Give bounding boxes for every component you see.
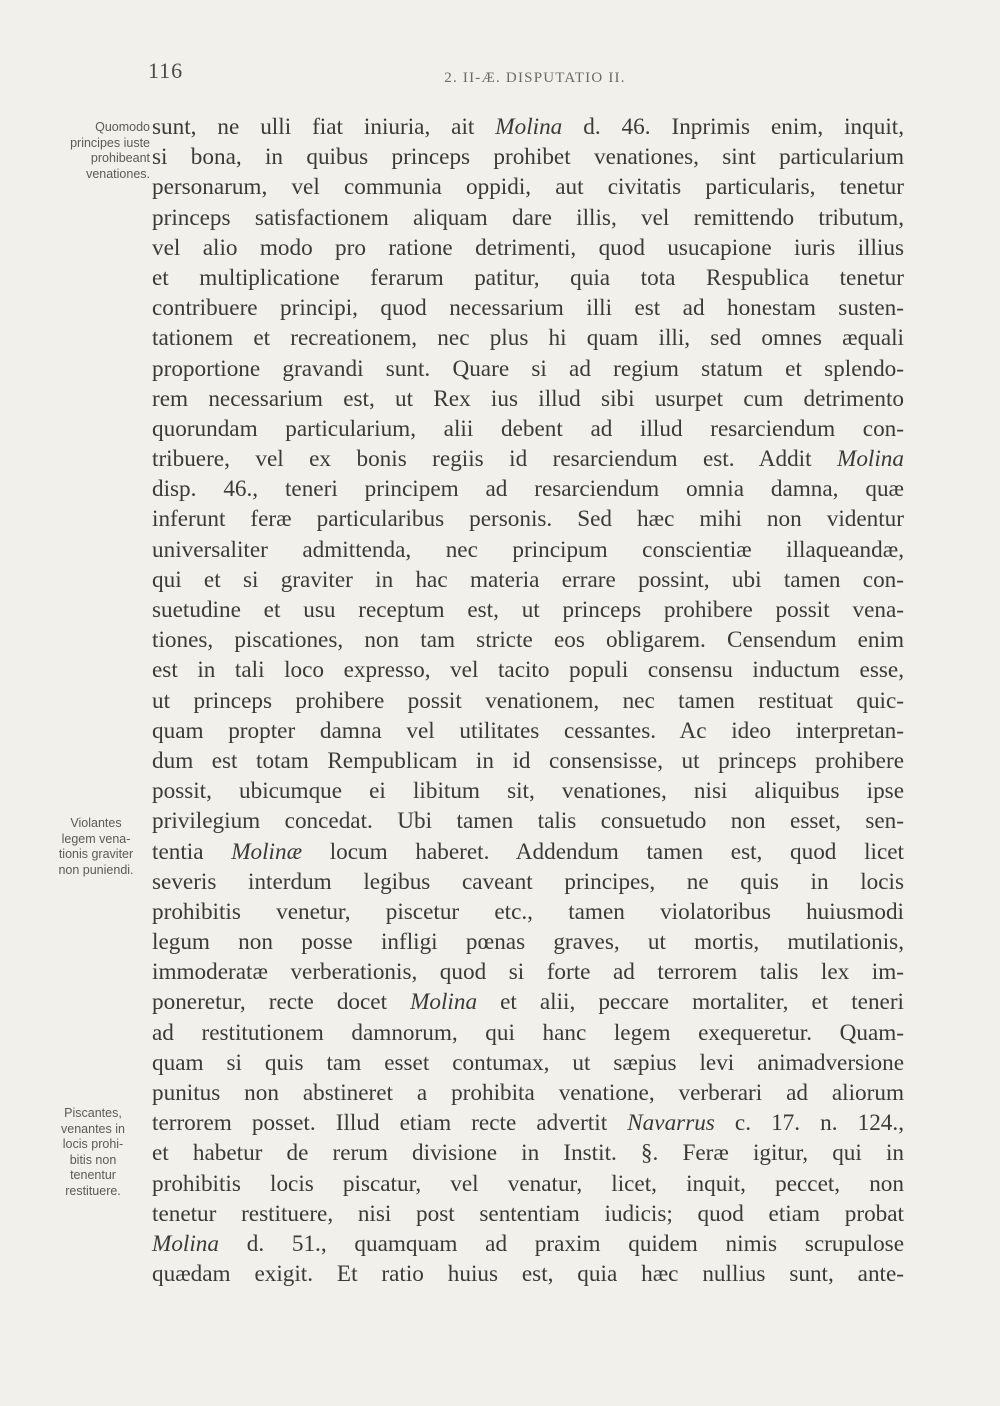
text-run: legum non posse infligi pœnas graves, ut mortis, mutilationis, xyxy=(152,929,904,956)
text-line xyxy=(152,1229,904,1259)
text-line xyxy=(152,535,904,565)
margin-note-line: Violantes xyxy=(70,816,122,830)
text-run: ad restitutionem damnorum, qui hanc legem exequeretur. Quam- xyxy=(152,1019,904,1046)
text-line xyxy=(152,142,904,172)
text-line xyxy=(152,716,904,746)
text-run: et alii, peccare mortaliter, et teneri xyxy=(477,989,905,1016)
italic-name: Molina xyxy=(410,989,478,1016)
text-line xyxy=(152,595,904,625)
text-line xyxy=(152,867,904,897)
margin-note-line: non puniendi. xyxy=(58,862,134,877)
running-head: 2. II-Æ. DISPUTATIO II. xyxy=(444,70,626,86)
margin-note-line: restituere. xyxy=(65,1183,121,1198)
text-run: prohibitis venetur, piscetur etc., tamen violatoribus huiusmodi xyxy=(152,898,904,925)
text-run: vel alio modo pro ratione detrimenti, quod usucapione iuris illius xyxy=(152,234,904,261)
text-line xyxy=(152,927,904,957)
text-line xyxy=(152,957,904,987)
text-run: proportione gravandi sunt. Quare si ad regium statum et splendo- xyxy=(152,355,904,382)
margin-note-line: Quomodo xyxy=(95,120,150,134)
margin-note-1 xyxy=(52,120,150,182)
text-line xyxy=(152,1048,904,1078)
text-run: si bona, in quibus princeps prohibet venationes, sint particularium xyxy=(152,144,904,171)
margin-note-line: locis prohi- xyxy=(62,1137,124,1152)
italic-name: Molina xyxy=(495,114,563,140)
text-run: qui et si graviter in hac materia errare possint, ubi tamen con- xyxy=(152,566,904,593)
text-run: personarum, vel communia oppidi, aut civitatis particularis, tenetur xyxy=(152,174,904,201)
text-run: tentia xyxy=(152,838,232,865)
text-line xyxy=(152,172,904,202)
text-line xyxy=(152,354,904,384)
text-line xyxy=(152,806,904,836)
text-run: princeps satisfactionem aliquam dare illis, vel remittendo tributum, xyxy=(152,204,904,231)
text-line xyxy=(152,1169,904,1199)
body-text xyxy=(152,112,904,1289)
margin-note-line: Piscantes, xyxy=(64,1106,122,1120)
text-line xyxy=(152,504,904,534)
text-run: locum haberet. Addendum tamen est, quod licet xyxy=(302,838,904,865)
italic-name: Navarrus xyxy=(627,1110,715,1137)
text-run: d. 51., quamquam ad praxim quidem nimis scrupulose xyxy=(218,1230,904,1257)
text-run: est in tali loco expresso, vel tacito populi consensu inductum esse, xyxy=(152,657,904,684)
text-run: severis interdum legibus caveant principes, ne quis in locis xyxy=(152,868,904,895)
text-run: prohibitis locis piscatur, vel venatur, licet, inquit, peccet, non xyxy=(152,1170,904,1197)
page-number: 116 xyxy=(148,58,184,83)
text-run: possit, ubicumque ei libitum sit, venationes, nisi aliquibus ipse xyxy=(152,778,904,805)
text-line xyxy=(152,293,904,323)
text-line xyxy=(152,746,904,776)
text-line xyxy=(152,474,904,504)
text-run: tribuere, vel ex bonis regiis id resarciendum est. Addit xyxy=(152,446,838,473)
margin-note-2 xyxy=(46,816,146,878)
text-run: et habetur de rerum divisione in Instit. §. Feræ igitur, qui in xyxy=(152,1140,904,1167)
text-run: contribuere principi, quod necessarium illi est ad honestam susten- xyxy=(152,295,904,322)
text-run: c. 17. n. 124., xyxy=(714,1110,904,1137)
text-run: dum est totam Rempublicam in id consensisse, ut princeps prohibere xyxy=(152,747,904,774)
text-run: tationem et recreationem, nec plus hi quam illi, sed omnes æquali xyxy=(152,325,904,352)
text-run: sunt, ne ulli fiat iniuria, ait xyxy=(152,114,496,140)
margin-note-line: tenentur xyxy=(70,1168,116,1183)
text-line xyxy=(152,655,904,685)
italic-name: Molina xyxy=(837,446,904,473)
text-line xyxy=(152,444,904,474)
text-run: punitus non abstineret a prohibita venatione, verberari ad aliorum xyxy=(152,1080,904,1106)
text-line xyxy=(152,1108,904,1138)
text-run: disp. 46., teneri principem ad resarciendum omnia damna, quæ xyxy=(152,476,904,503)
text-run: inferunt feræ particularibus personis. Sed hæc mihi non videntur xyxy=(152,506,904,533)
text-run: poneretur, recte docet xyxy=(152,989,411,1016)
text-run: tenetur restituere, nisi post sententiam iudicis; quod etiam probat xyxy=(152,1200,904,1227)
text-line xyxy=(152,776,904,806)
text-line xyxy=(152,565,904,595)
text-line xyxy=(152,686,904,716)
text-run: quam propter damna vel utilitates cessantes. Ac ideo interpretan- xyxy=(152,717,904,744)
text-run: quam si quis tam esset contumax, ut sæpius levi animadversione xyxy=(152,1049,904,1076)
text-run: quædam exigit. Et ratio huius est, quia hæc nullius sunt, ante- xyxy=(152,1261,904,1288)
text-line xyxy=(152,1078,904,1108)
text-line xyxy=(152,323,904,353)
text-line xyxy=(152,414,904,444)
text-line xyxy=(152,625,904,655)
text-line xyxy=(152,384,904,414)
margin-note-line: venantes in xyxy=(61,1121,125,1136)
text-run: tiones, piscationes, non tam stricte eos obligarem. Censendum enim xyxy=(152,627,904,654)
margin-note-line: bitis non xyxy=(69,1152,117,1167)
text-line xyxy=(152,112,904,142)
text-line xyxy=(152,837,904,867)
text-run: rem necessarium est, ut Rex ius illud sibi usurpet cum detrimento xyxy=(152,385,904,412)
text-line xyxy=(152,1138,904,1168)
text-run: terrorem posset. Illud etiam recte advertit xyxy=(152,1110,628,1137)
text-line xyxy=(152,987,904,1017)
text-line xyxy=(152,1259,904,1289)
margin-note-line: principes iuste xyxy=(70,135,150,150)
text-line xyxy=(152,263,904,293)
text-line xyxy=(152,897,904,927)
text-line xyxy=(152,1199,904,1229)
italic-name: Molina xyxy=(152,1230,219,1257)
text-run: suetudine et usu receptum est, ut princeps prohibere possit vena- xyxy=(152,597,904,623)
text-run: et multiplicatione ferarum patitur, quia tota Respublica tenetur xyxy=(152,264,904,291)
margin-note-line: tionis graviter xyxy=(58,847,134,862)
text-run: universaliter admittenda, nec principum conscientiæ illaqueandæ, xyxy=(152,536,904,563)
text-line xyxy=(152,1018,904,1048)
text-run: d. 46. Inprimis enim, inquit, xyxy=(562,114,904,140)
text-run: ut princeps prohibere possit venationem, nec tamen restituat quic- xyxy=(152,687,904,714)
text-run: privilegium concedat. Ubi tamen talis consuetudo non esset, sen- xyxy=(152,808,904,835)
text-run: immoderatæ verberationis, quod si forte ad terrorem talis lex im- xyxy=(152,959,904,986)
text-line xyxy=(152,233,904,263)
text-run: quorundam particularium, alii debent ad illud resarciendum con- xyxy=(152,415,904,442)
margin-note-line: legem vena- xyxy=(61,831,131,846)
margin-note-line: prohibeant xyxy=(90,151,150,166)
italic-name: Molinæ xyxy=(231,838,303,865)
margin-note-3 xyxy=(48,1106,138,1200)
text-line xyxy=(152,203,904,233)
margin-note-line: venationes. xyxy=(86,166,150,181)
